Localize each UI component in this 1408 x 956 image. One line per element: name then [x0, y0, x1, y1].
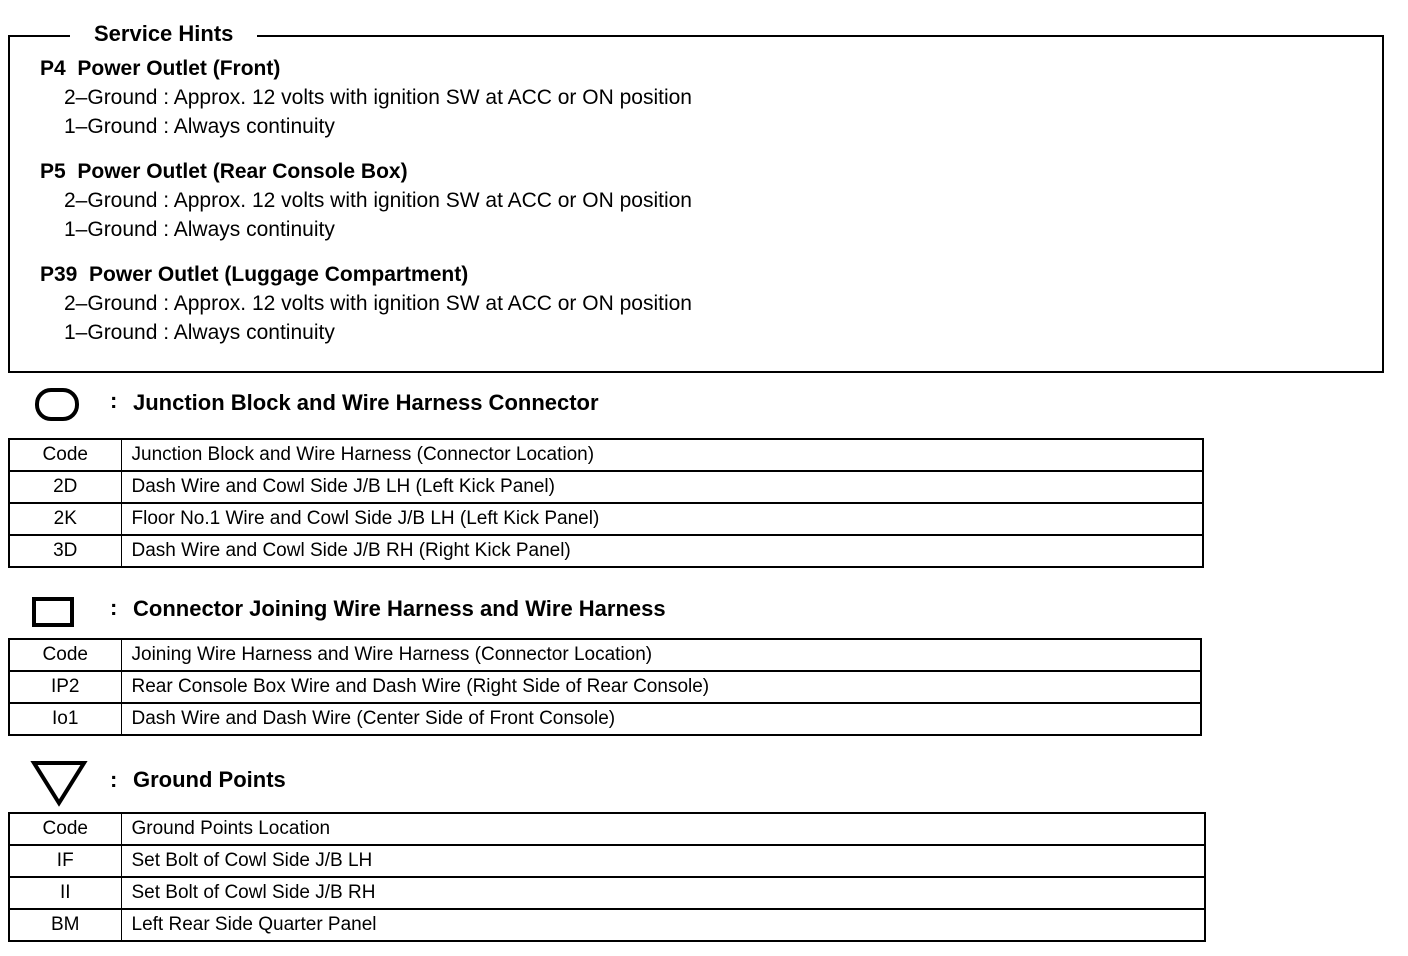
joining-connector-table	[8, 638, 1202, 736]
description-cell: Dash Wire and Cowl Side J/B LH (Left Kick Panel)	[121, 471, 1203, 503]
section-title: Ground Points	[133, 767, 286, 792]
table-row	[9, 535, 1203, 567]
hint-line: 2–Ground : Approx. 12 volts with ignition SW at ACC or ON position	[64, 292, 692, 315]
section-colon: :	[110, 767, 118, 792]
table-row	[9, 503, 1203, 535]
description-header: Joining Wire Harness and Wire Harness (Connector Location)	[121, 639, 1201, 671]
table-header-row	[9, 639, 1201, 671]
code-header: Code	[9, 813, 121, 845]
joining-connector-header	[30, 590, 930, 636]
section-colon: :	[110, 595, 118, 620]
code-cell: 3D	[9, 535, 121, 567]
table-row	[9, 877, 1205, 909]
description-header: Junction Block and Wire Harness (Connector Location)	[121, 439, 1203, 471]
description-cell: Dash Wire and Cowl Side J/B RH (Right Kick Panel)	[121, 535, 1203, 567]
hint-line: 2–Ground : Approx. 12 volts with ignition SW at ACC or ON position	[64, 86, 692, 109]
junction-block-header	[30, 384, 930, 430]
code-cell: Io1	[9, 703, 121, 735]
description-cell: Left Rear Side Quarter Panel	[121, 909, 1205, 941]
hint-line: 1–Ground : Always continuity	[64, 115, 335, 138]
ground-points-table	[8, 812, 1206, 942]
table-header-row	[9, 439, 1203, 471]
table-row	[9, 471, 1203, 503]
hint-group-p39	[40, 261, 692, 347]
description-cell: Rear Console Box Wire and Dash Wire (Right Side of Rear Console)	[121, 671, 1201, 703]
code-cell: BM	[9, 909, 121, 941]
table-row	[9, 845, 1205, 877]
code-header: Code	[9, 439, 121, 471]
hint-group-p5	[40, 158, 692, 244]
description-cell: Set Bolt of Cowl Side J/B RH	[121, 877, 1205, 909]
hint-heading: P4 Power Outlet (Front)	[40, 57, 281, 80]
section-title: Connector Joining Wire Harness and Wire Harness	[133, 596, 666, 621]
service-hints-title: Service Hints	[70, 20, 257, 48]
junction-block-table	[8, 438, 1204, 568]
hint-line: 1–Ground : Always continuity	[64, 218, 335, 241]
section-title: Junction Block and Wire Harness Connector	[133, 390, 599, 415]
table-row	[9, 909, 1205, 941]
hint-line: 1–Ground : Always continuity	[64, 321, 335, 344]
code-cell: IF	[9, 845, 121, 877]
description-cell: Dash Wire and Dash Wire (Center Side of Front Console)	[121, 703, 1201, 735]
code-cell: 2D	[9, 471, 121, 503]
section-colon: :	[110, 388, 118, 413]
table-header-row	[9, 813, 1205, 845]
hint-heading: P39 Power Outlet (Luggage Compartment)	[40, 263, 469, 286]
description-cell: Set Bolt of Cowl Side J/B LH	[121, 845, 1205, 877]
description-cell: Floor No.1 Wire and Cowl Side J/B LH (Left Kick Panel)	[121, 503, 1203, 535]
triangle-down-icon	[30, 758, 90, 808]
hint-line: 2–Ground : Approx. 12 volts with ignition SW at ACC or ON position	[64, 189, 692, 212]
code-cell: 2K	[9, 503, 121, 535]
oval-icon	[30, 384, 90, 428]
hint-heading: P5 Power Outlet (Rear Console Box)	[40, 160, 408, 183]
code-cell: II	[9, 877, 121, 909]
ground-points-header	[30, 758, 930, 808]
description-header: Ground Points Location	[121, 813, 1205, 845]
table-row	[9, 703, 1201, 735]
hint-group-p4	[40, 55, 692, 141]
code-cell: IP2	[9, 671, 121, 703]
rectangle-icon	[30, 590, 90, 634]
table-row	[9, 671, 1201, 703]
code-header: Code	[9, 639, 121, 671]
